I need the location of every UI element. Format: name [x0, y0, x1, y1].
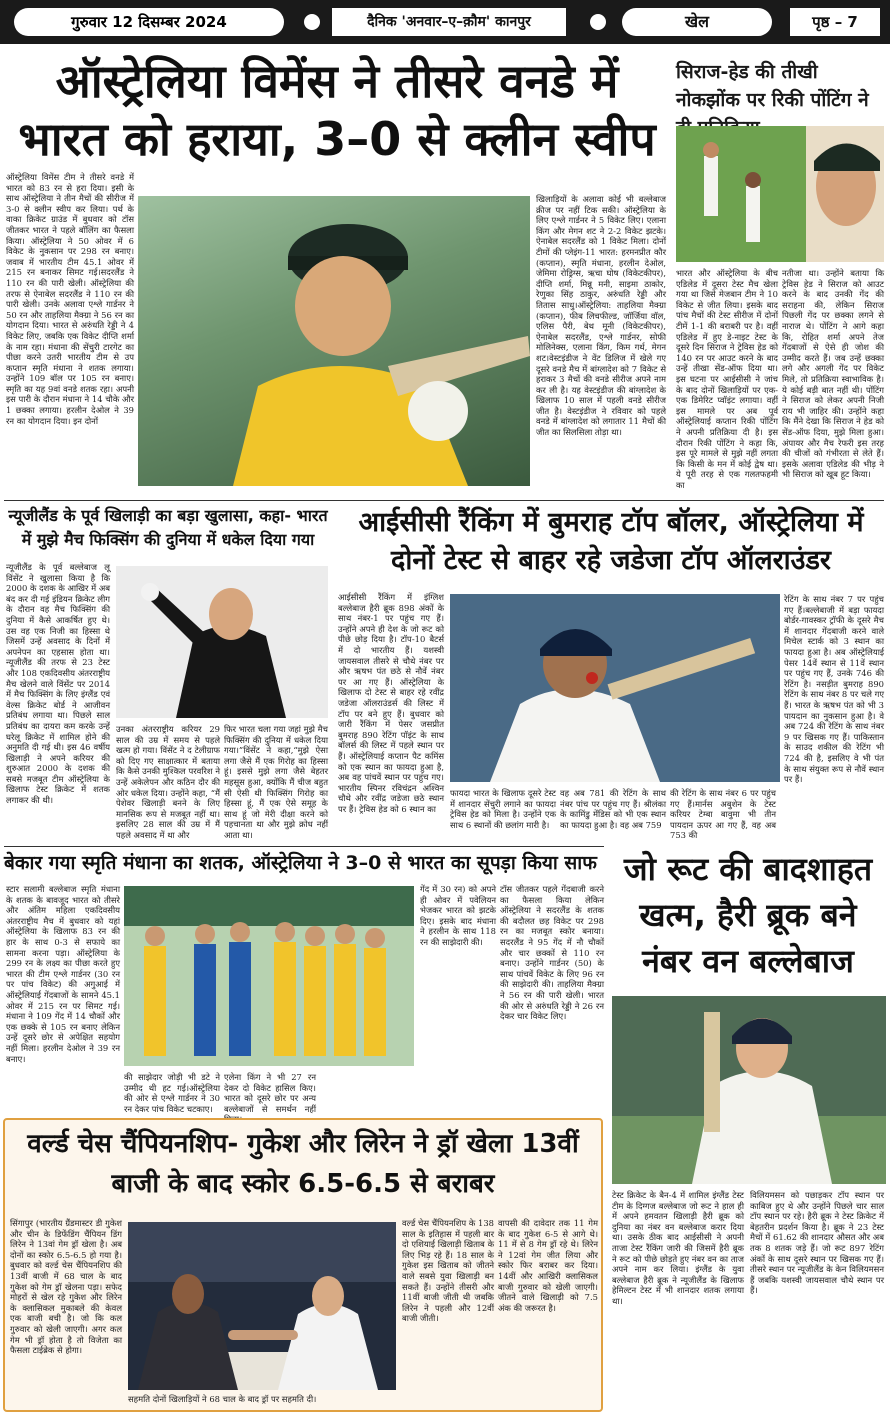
- divider: [4, 846, 604, 847]
- photo-jaiswal-batting: [450, 594, 780, 782]
- story7-column-2: सहमति दोनों खिलाड़ियों ने 68 चाल के बाद ड्रॉ पर सहमति दी।: [128, 1394, 317, 1404]
- batter-raising-bat-illustration: [612, 996, 886, 1184]
- chess-players-illustration: [128, 1222, 396, 1390]
- cricketer-illustration: [138, 196, 530, 486]
- photo-gukesh-liren-handshake: [128, 1222, 396, 1390]
- batter-illustration: [450, 594, 780, 782]
- divider: [4, 500, 884, 501]
- photo-siraj-head-ponting: [676, 126, 884, 262]
- bullet-icon: [590, 14, 606, 30]
- story2-column-2: नतीजा था। उन्होंने बताया कि ट्रेविस हेड ने सिराज को आउट करने के बाद उनकी गेंद की सराहना की, लेकिन सिराज पिछली गेंद पर छक्का लगने से नाराज थे। पोंटिंग ने आगे कहा कि, रोहित शर्मा अपने तेज गेंदबाजों से ऐसे ही जोश की उम्मीद करते हैं। जब उन्हें छक्का लगे और अगली गेंद पर विकेट मिले, तो प्रतिक्रिया स्वाभाविक है। ये कोई बड़ी बात नहीं थी। पोंटिंग ने सिराज को लेकर अपनी निजी राय भी जाहिर की। उन्होंने कहा कि मैंने देखा कि सिराज ने हेड को सेंड-ऑफ दिया, मुझे मिला हुआ। अंपायर और मैच रेफरी इस तरह की चीजों को गंभीरता से लेते हैं। इसके अलावा एडिलेड की भीड़ ने भी सिराज को खूब हूट किया।: [782, 268, 884, 480]
- section-name: खेल: [622, 8, 772, 36]
- photo-cricketer-batting: [138, 196, 530, 486]
- story6-column-1: टेस्ट क्रिकेट के बैन-4 में शामिल इंग्लैंड टेस्ट टीम के दिग्गज बल्लेबाज जो रूट ने हाल ही में अपने हमवतन खिलाड़ी हैरी ब्रूक को दुनिया का नंबर वन बल्लेबाज करार दिया था। उसके ठीक बाद आईसीसी ने अपनी ताजा टेस्ट रैंकिंग जारी की जिसमें हैरी ब्रूक ने रूट को पीछे छोड़ते हुए नंबर वन का ताज अपने नाम कर लिया। इंग्लैंड के युवा बल्लेबाज हैरी ब्रूक ने न्यूजीलैंड के खिलाफ हेमिल्टन टेस्ट में भी शानदार शतक लगाया था।: [612, 1190, 744, 1306]
- story7-column-1: सिंगापुर (भारतीय ग्रैंडमास्टर डी गुकेश और चीन के डिफेंडिंग चैंपियन डिंग लिरेन ने 13वां गेम ड्रॉ खेला है। अब दोनों का स्कोर 6.5-6.5 हो गया है। बुधवार को वर्ल्ड चेस चैंपियनशिप की 13वीं बाजी में 68 चाल के बाद गुकेश को गेम ड्रॉ खेलना पड़ा। सफेद मोहरों से खेल रहे गुकेश और लिरेन के क्लासिकल मुकाबले की केवल एक बाजी बची है। जो कि कल गुरुवार को खेली जाएगी। अगर कल गेम भी ड्रॉ होता है तो विजेता का फैसला टाईब्रेक से होगा।: [10, 1218, 122, 1356]
- headline-mandhana-century: बेकार गया स्मृति मंधाना का शतक, ऑस्ट्रेलिया ने 3–0 से भारत का सूपड़ा किया साफ: [4, 852, 597, 874]
- story5-column-4: गेंद में 30 रन) को अपने ही ओवर में पवेलियन भेजकर भारत को झटके दिए। इसके बाद मंधाना ने हरलीन के साथ 118 रन की साझेदारी की।: [420, 884, 496, 947]
- story2-column-1: भारत और ऑस्ट्रेलिया के बीच एडिलेड में दूसरा टेस्ट मैच खेला गया था जिसे मेजबान टीम ने 10 विकेट से जीत लिया। इसके बाद पांच मैचों की टेस्ट सीरीज में दोनों टीमें 1-1 की बराबरी पर है। वहीं एडिलेड में हुए डे-नाइट टेस्ट के दूसरे दिन सिराज ने ट्रेविस हेड को 140 रन पर आउट करने के बाद उन्हें तीखा सेंड-ऑफ दिया था। इस घटना पर आईसीसी ने जांच के बाद दोनों खिलाड़ियों पर एक-एक डिमेरिट प्वॉइंट लगाया। वहीं इस मामले पर अब पूर्व ऑस्ट्रेलियाई कप्तान रिकी पोंटिंग ने अपनी प्रतिक्रिया दी है। इस दौरान रिकी पोंटिंग ने कहा कि, इस पूरे मामले से मुझे नहीं लगता कि किसी के मन में कोई द्वेष था। ये पूरी तरह से एक गलतफहमी का: [676, 268, 778, 490]
- story7-column-4: वापसी की दावेदार तक 11 गेम के बाद गुकेश 6-5 से आगे थे। 11 में से 8 गेम ड्रॉ रहे थे। लिरेन ने 12वां गेम जीत लिया और स्कोर फिर बराबर कर दिया। 14वीं और आखिरी क्लासिकल बाजी गुरुवार को खेली जाएगी। जीतने वाले खिलाड़ी को 7.5 अंक की जरूरत है।: [498, 1218, 598, 1313]
- headline-siraj-head-ponting: सिराज-हेड की तीखी नोकझोंक पर रिकी पोंटिंग ने: [676, 61, 869, 111]
- headline-harry-brook-number-one: जो रूट की बादशाहत खत्म, हैरी ब्रूक बने नंबर वन बल्लेबाज: [623, 850, 873, 980]
- player-in-black-illustration: [116, 566, 328, 718]
- story1-column-3: खिलाड़ियों के अलावा कोई भी बल्लेबाज क्रीज पर नहीं टिक सकी। ऑस्ट्रेलिया के लिए एश्ले गार्डनर ने 5 विकेट लिए। एलाना किंग और मेगन शट ने 2-2 विकेट झटके। ऐनाबेल सदरलैंड को 1 विकेट मिला। दोनों टीमों की प्लेइंग-11 भारत: हरमनप्रीत कौर (कप्तान), स्मृति मंधाना, हरलीन देओल, जेमिमा रोड्रिग्स, ऋचा घोष (विकेटकीपर), दीप्ति शर्मा, मिन्नू मनी, साइमा ठाकोर, रेणुका सिंह ठाकुर, अरुंधति रेड्डी और तितास साधु।ऑस्ट्रेलिया: ताहलिया मैक्ग्रा (कप्तान), फीब लिचफील्ड, जॉर्जिया वॉल, एलिस पैरी, बेथ मूनी (विकेटकीपर), ऐनाबेल सदरलैंड, एश्ले गार्डनर, सोफी मोलिनेक्स, एलाना किंग, किम गर्थ, मेगन शट।वेस्टइंडीज ने वेंट डिलिज में खेले गए दूसरे वनडे मैच में बांग्लादेश को 7 विकेट से हराकर 3 मैचों की वनडे सीरीज अपने नाम कर ली है। यह वेस्टइंडीज की बांग्लादेश के खिलाफ 10 साल में पहली वनडे सीरीज जीत है। वेस्टइंडीज ने रविवार को पहले वनडे में बांग्लादेश को लगातार 11 मैचों की जीत का सिलसिला तोड़ा था।: [536, 194, 666, 438]
- page-number: पृष्ठ – 7: [790, 8, 880, 36]
- issue-date: गुरुवार 12 दिसम्बर 2024: [14, 8, 284, 36]
- bullet-icon: [304, 14, 320, 30]
- newspaper-name: दैनिक 'अनवार–ए–क़ौम' कानपुर: [332, 8, 566, 36]
- story5-column-3: एलेना किंग ने भी 27 रन देकर दो विकेट हासिल किए। भारत को दूसरे छोर पर अन्य बल्लेबाजों से समर्थन नहीं: [224, 1072, 316, 1114]
- story6-column-2: विलियमसन को पछाड़कर टॉप स्थान पर काबिज हुए थे और उन्होंने पिछले चार साल टॉप स्थान पर रहे। हैरी ब्रूक ने टेस्ट क्रिकेट में बेहतरीन प्रदर्शन किया है। ब्रूक ने 23 टेस्ट मैचों में 61.62 की शानदार औसत और अब तक 8 शतक जड़े हैं। जो रूट 897 रेटिंग अंकों के साथ दूसरे स्थान पर खिसक गए हैं। तीसरे स्थान पर न्यूजीलैंड के केन विलियमसन हैं जबकि यशस्वी जायसवाल चौथे स्थान पर हैं।: [750, 1190, 884, 1296]
- story5-column-1: स्टार सलामी बल्लेबाज स्मृति मंधाना के शतक के बावजूद भारत को तीसरे और अंतिम महिला एकदिवसीय अंतरराष्ट्रीय मैच में बुधवार को यहां ऑस्ट्रेलिया के खिलाफ 83 रन की हार के साथ 0-3 से सफाये का सामना करना पड़ा। ऑस्ट्रेलिया के 299 रन के लक्ष्य का पीछा करते हुए भारत की टीम एश्ले गार्डनर (30 रन पर पांच विकेट) की अगुआई में ऑस्ट्रेलियाई गेंदबाजों के सामने 45.1 ओवर में 215 रन पर सिमट गई। मंधाना ने 109 गेंद में 14 चौकों और एक छक्के से 105 रन बनाए लेकिन उन्हें दूसरे छोर से अपेक्षित सहयोग नहीं मिला। हरलीन देओल ने 39 रन बनाए।: [6, 884, 120, 1064]
- team-illustration: [124, 886, 414, 1066]
- photo-lou-vincent: [116, 566, 328, 718]
- story3-column-1: न्यूजीलैंड के पूर्व बल्लेबाज लू विंसेंट ने खुलासा किया है कि 2000 के दशक के आखिर में अब बंद कर दी गई इंडियन क्रिकेट लीग के दौरान वह मैच फिक्सिंग की दुनिया में कैसे आकर्षित हुए थे। उस वह एक निजी का हिस्सा थे जिसमें उन्हें अवसाद के दिनों में अपनेपन का एहसास होता था। न्यूजीलैंड की तरफ से 23 टेस्ट और 108 एकदिवसीय अंतरराष्ट्रीय मैच खेलने वाले विंसेंट पर 2014 में मैच फिक्सिंग के लिए इंग्लैंड एवं वेल्स क्रिकेट बोर्ड ने आजीवन प्रतिबंध लगाया था। पिछले साल प्रतिबंध का दायरा कम करके उन्हें घरेलू क्रिकेट में शामिल होने की अनुमति दी गई थी। इस 46 वर्षीय खिलाड़ी ने अपने करियर की शुरुआत 2000 के दशक की सबसे मजबूत टीम ऑस्ट्रेलिया के खिलाफ टेस्ट क्रिकेट में शतक लगाकर की थी।: [6, 562, 110, 806]
- players-illustration: [676, 126, 884, 262]
- story3-column-2: उनका अंतरराष्ट्रीय करियर 29 साल की उम्र में समय से पहले खत्म हो गया। विंसेंट ने द टेलीग्राफ को दिए गए साक्षात्कार में बताया कि कैसे उनकी मुश्किल परवरिश ने उन्हें अकेलेपन और कठिन दौर की ओर धकेल दिया। उन्होंने कहा, “मैं पेशेवर खिलाड़ी बनने के लिए मानसिक रूप से मजबूत नहीं था। इसलिए 28 साल की उम्र में मैं पहले अवसाद में था और: [116, 724, 220, 840]
- story1-column-1: ऑस्ट्रेलिया विमेंस टीम ने तीसरे वनडे में भारत को 83 रन से हरा दिया। इसी के साथ ऑस्ट्रेलिया ने तीन मैचों की सीरीज में 3-0 से क्लीन स्वीप कर लिया। पर्थ के वाका क्रिकेट ग्राउंड में बुधवार को टॉस जीतकर भारत ने पहले बॉलिंग का फैसला किया। ऑस्ट्रेलिया ने 50 ओवर में 6 विकेट के नुकसान पर 298 रन बनाए। जवाब में भारतीय टीम 45.1 ओवर में 215 रन बनाकर सिमट गई।सदरलैंड ने 110 रन की पारी खेली। ऑस्ट्रेलिया की तरफ से ऐनाबेल सदरलैंड ने 110 रन की पारी खेली। उनके अलावा एश्ले गार्डनर ने 50 रन और ताहलिया मैक्ग्रा ने 56 रन का योगदान दिया। भारत से अरुंधति रेड्डी ने 4 विकेट लिए, जबकि एक विकेट दीप्ति शर्मा के नाम रहा। मंधाना की सेंचुरी टारगेट का पीछा करने उतरी भारतीय टीम से उप कप्तान स्मृति मंधाना ने शतक लगाया। उन्होंने 109 बॉल पर 105 रन बनाए। स्मृति का यह 9वां वनडे शतक रहा। अपनी इस पारी के दौरान मंधाना ने 14 चौके और 1 छक्का लगाया। हरलीन देओल ने 39 रन का योगदान दिया। इन दोनों: [6, 172, 134, 426]
- headline-world-chess-championship: वर्ल्ड चेस चैंपियनशिप- गुकेश और लिरेन ने ड्रॉ खेला 13वीं बाजी के बाद स्कोर 6.5-6.5 से बराबर: [27, 1129, 579, 1199]
- photo-australia-celebrate: [124, 886, 414, 1066]
- story5-column-2: की साझेदार जोड़ी भी डटे ने उम्मीद थी हट गई।ऑस्ट्रेलिया की ओर से एश्ले गार्डनर ने 30 रन देकर पांच विकेट चटकाए।: [124, 1072, 220, 1114]
- story7-column-3: वर्ल्ड चेस चैंपियनशिप के 138 साल के इतिहास में पहली बार दो एशियाई खिलाड़ी खिताब के लिए भिड़ रहे हैं। 18 साल के गुकेश इस खिताब को जीतने वाले सबसे युवा खिलाड़ी बन सकते हैं। उन्होंने तीसरी और 11वीं बाजी जीती थी जबकि लिरेन ने पहली और 12वीं बाजी जीती।: [402, 1218, 494, 1324]
- story4-column-2: फायदा भारत के खिलाफ दूसरे टेस्ट में शानदार सेंचुरी लगाने का फायदा ट्रेविस हेड को मिला है। उन्होंने एक साथ 6 स्थानों की छलांग मारी है।: [450, 788, 556, 830]
- headline-vincent-fixing: न्यूजीलैंड के पूर्व खिलाड़ी का बड़ा खुलासा, कहा- भारत में मुझे मैच फिक्सिंग की दुनिया में धकेल दिया गया: [8, 506, 328, 549]
- story3-column-3: फिर भारत चला गया जहां मुझे मैच फिक्सिंग की दुनिया में धकेल दिया गया।”विंसेंट ने कहा,“मुझे ऐसा लगा जैसे मैं एक गिरोह का हिस्सा हूं। इससे मुझे लगा जैसे बेहतर महसूस हुआ, क्योंकि मैं चीज बहुत सी ऐसी थी फिक्सिंग गिरोह का हिस्सा हूं, मैं एक ऐसे समूह के साथ हूं जो मेरी दीक्षा करने को पहचानता था और मुझे क्रोध नहीं आता था।: [224, 724, 328, 840]
- story4-column-4: की रेटिंग के साथ नंबर 6 पर पहुंच गए हैं।मार्नस अबुशेन के टेस्ट करियर टेम्बा बावुमा भी तीन पायदान ऊपर आ गए हैं, वह अब 753 की: [670, 788, 776, 841]
- story4-column-1: आईसीसी रैंकिंग में इंग्लिश बल्लेबाज हैरी ब्रूक 898 अंकों के साथ नंबर-1 पर पहुंच गए हैं। उन्होंने अपने ही देश के जो रूट को पीछे छोड़ दिया है। टॉप-10 बैटर्स में दो भारतीय हैं। यशस्वी जायसवाल तीसरे से चौथे नंबर पर और ऋषभ पंत छठे से नौवें नंबर पर आ गए हैं। ऑस्ट्रेलिया के खिलाफ दो टेस्ट से बाहर रहे रवींद्र जडेजा ऑलराउंडर्स की लिस्ट में टॉप पर बने हुए हैं। बुधवार को जारी रैंकिंग में पेसर जसप्रीत बुमराह 890 रेटिंग पॉइंट के साथ बॉलर्स की लिस्ट में पहले स्थान पर हैं। ऑस्ट्रेलियाई कप्तान पैट कमिंस को एक स्थान का फायदा हुआ है, अब वह पांचवें स्थान पर पहुंच गए। भारतीय स्पिनर रविचंद्रन अश्विन चौथे और रवींद्र जडेजा छठे स्थान पर हैं। ट्रेविस हेड को 6 स्थान का: [338, 592, 444, 814]
- headline-icc-rankings: आईसीसी रैंकिंग में बुमराह टॉप बॉलर, ऑस्ट्रेलिया में दोनों टेस्ट से बाहर रहे जडेजा टॉप ऑलराउंडर: [358, 507, 864, 576]
- photo-harry-brook: [612, 996, 886, 1184]
- story4-column-5: रेटिंग के साथ नंबर 7 पर पहुंच गए हैं।बल्लेबाजी में बड़ा फायदा बोर्डर-गावस्कर ट्रॉफी के दूसरे मैच में शानदार गेंदबाजी करने वाले मिचेल स्टार्क को 3 स्थान का फायदा हुआ है। अब ऑस्ट्रेलियाई पेसर 14वें स्थान से 11वें स्थान पर पहुंच गए हैं, उनके 746 की रेटिंग है। नसड़ीत बुमराह 890 रेटिंग के साथ नंबर 8 पर चले गए हैं। भारत के ऋषभ पंत को भी 3 पायदान का नुकसान हुआ है। वे अब 724 की रेटिंग के साथ नंबर 9 पर खिसक गए हैं। पाकिस्तान के साउद शकील की रेटिंग भी 724 की है, इसलिए वे भी पंत के साथ संयुक्त रूप से नौवें स्थान पर हैं।: [784, 594, 884, 785]
- headline-australia-women-sweep: ऑस्ट्रेलिया विमेंस ने तीसरे वनडे में भारत को हराया, 3–0 से क्लीन स्वीप: [18, 54, 656, 166]
- story4-column-3: वह अब 781 की रेटिंग के साथ नंबर पांच पर पहुंच गए हैं। श्रीलंका के कामिंडु मेंडिस को भी एक स्थान का फायदा हुआ है। वह अब 759: [560, 788, 666, 830]
- story5-column-5: टॉस जीतकर पहले गेंदबाजी करने का फैसला किया लेकिन ऑस्ट्रेलिया ने सदरलैंड के शतक की बदौलत छह विकेट पर 298 रन का मजबूत स्कोर बनाया। सदरलैंड ने 95 गेंद में नौ चौकों और चार छक्कों से 110 रन बनाए। उन्होंने गार्डनर (50) के साथ पांचवें विकेट के लिए 96 रन की साझेदारी की। ताहलिया मैक्ग्रा ने 56 रन की पारी खेली। भारत की ओर से अरुंधति रेड्डी ने 26 रन देकर चार विकेट लिए।: [500, 884, 604, 1022]
